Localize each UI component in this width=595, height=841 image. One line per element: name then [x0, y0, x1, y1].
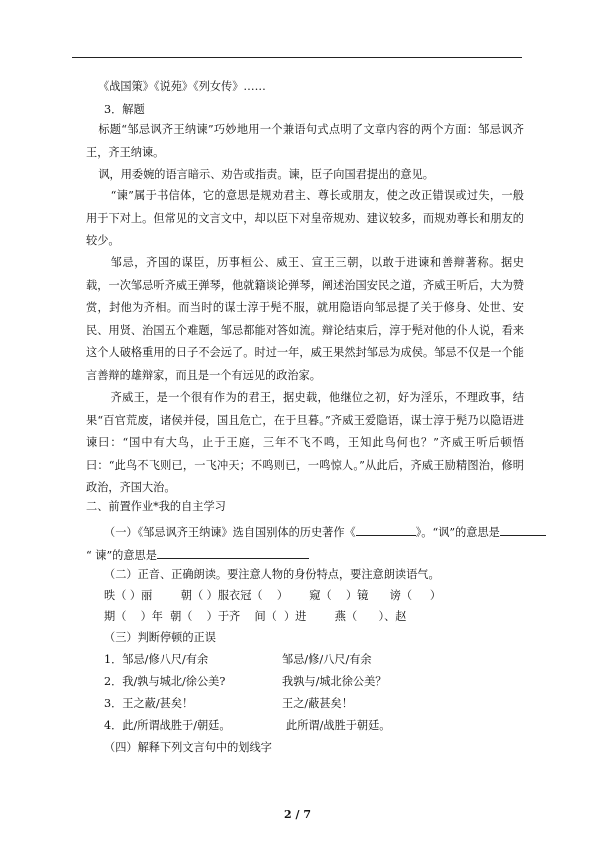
- section-3-heading: 3．解题: [104, 103, 145, 116]
- pronunciation-row-1: 昳（ ）丽 朝（ ）服衣冠（ ） 窥（ ）镜 谤（ ）: [104, 589, 442, 602]
- pause-item-1-left: 1．邹忌/修八尺/有余: [104, 653, 209, 666]
- header-rule: [72, 57, 522, 58]
- pause-item-3-right: 王之/蔽甚矣！: [282, 697, 353, 710]
- jian-explanation-paragraph: “谏”属于书信体，它的意思是规劝君主、尊长或朋友，使之改正错误或过失，一般用于下对上。但常见的文言文中，却以臣下对皇帝规劝、建议较多，而规劝尊长和朋友的较少。: [86, 189, 524, 247]
- feng-definition-paragraph: 讽，用委婉的语言暗示、劝告或指责。谏，臣子向国君提出的意见。: [98, 168, 434, 181]
- zouji-biography-paragraph: 邹忌，齐国的谋臣，历事桓公、威王、宣王三朝，以敢于进谏和善辩著称。据史载，一次邹忌听齐威王弹琴，他就籍谈论弹琴，阐述治国安民之道，齐威王听后，大为赞赏，封他为齐相。而当时的谋士淳于髡不服，就用隐语向邹忌提了关于修身、处世、安民、用贤、治国五个难题，邹忌都能对答如流。辩论结束后，淳于髡对他的仆人说，看来这个人破格重用的日子不会远了。时过一年，威王果然封邹忌为成侯。邹忌不仅是一个能言善辩的雄辩家，而且是一个有远见的政治家。: [86, 256, 524, 382]
- weiwang-biography-paragraph: 齐威王，是一个很有作为的君王，据史载，他继位之初，好为淫乐，不理政事，结果“百官荒废，诸侯并侵，国且危亡，在于旦暮。”齐威王爱隐语，谋士淳于髡乃以隐语进谏曰：“国中有大鸟，止于王庭，三年不飞不鸣，王知此鸟何也？”齐威王听后顿悟曰：“此鸟不飞则已，一飞冲天；不鸣则已，一鸣惊人。”从此后，齐威王励精图治，修明政治，齐国大治。: [86, 391, 524, 494]
- pause-item-1-right: 邹忌/修/八尺/有余: [282, 653, 372, 666]
- page-number: 2 / 7: [284, 808, 311, 821]
- question-1-mid: 》。“讽”的意思是: [415, 526, 500, 539]
- question-1-prefix: （一）《邹忌讽齐王纳谏》选自国别体的历史著作《: [104, 526, 356, 539]
- question-3-heading: （三）判断停顿的正误: [104, 631, 216, 644]
- question-1-line2: [86, 546, 309, 563]
- pronunciation-row-2: 期（ ）年 朝（ ）于齐 间（ ）进 燕（ ）、赵: [104, 610, 407, 623]
- jian-meaning-blank[interactable]: [157, 546, 309, 559]
- pause-item-4-right: 此所谓/战胜于朝廷。: [286, 719, 391, 732]
- question-4-heading: （四）解释下列文言句中的划线字: [104, 741, 272, 754]
- pause-item-2-left: 2．我/孰与城北/徐公美?: [104, 675, 226, 688]
- question-1-line1: [104, 523, 546, 540]
- pause-item-2-right: 我孰与/城北徐公美？: [282, 675, 387, 688]
- intro-line: 《战国策》《说苑》《列女传》……: [98, 80, 266, 93]
- section-2-heading: 二、前置作业*我的自主学习: [86, 500, 226, 513]
- feng-meaning-blank[interactable]: [500, 523, 546, 536]
- question-2-heading: （二）正音、正确朗读。要注意人物的身份特点，要注意朗读语气。: [104, 568, 440, 581]
- source-book-blank[interactable]: [356, 523, 416, 536]
- pause-item-4-left: 4．此/所谓战胜于/朝廷。: [104, 719, 231, 732]
- title-explanation-paragraph: 标题“邹忌讽齐王纳谏”巧妙地用一个兼语句式点明了文章内容的两个方面：邹忌讽齐王，齐王纳谏。: [86, 123, 524, 159]
- question-1-jian-prefix: “ 谏”的意思是: [86, 549, 157, 562]
- pause-item-3-left: 3．王之蔽/甚矣！: [104, 697, 194, 710]
